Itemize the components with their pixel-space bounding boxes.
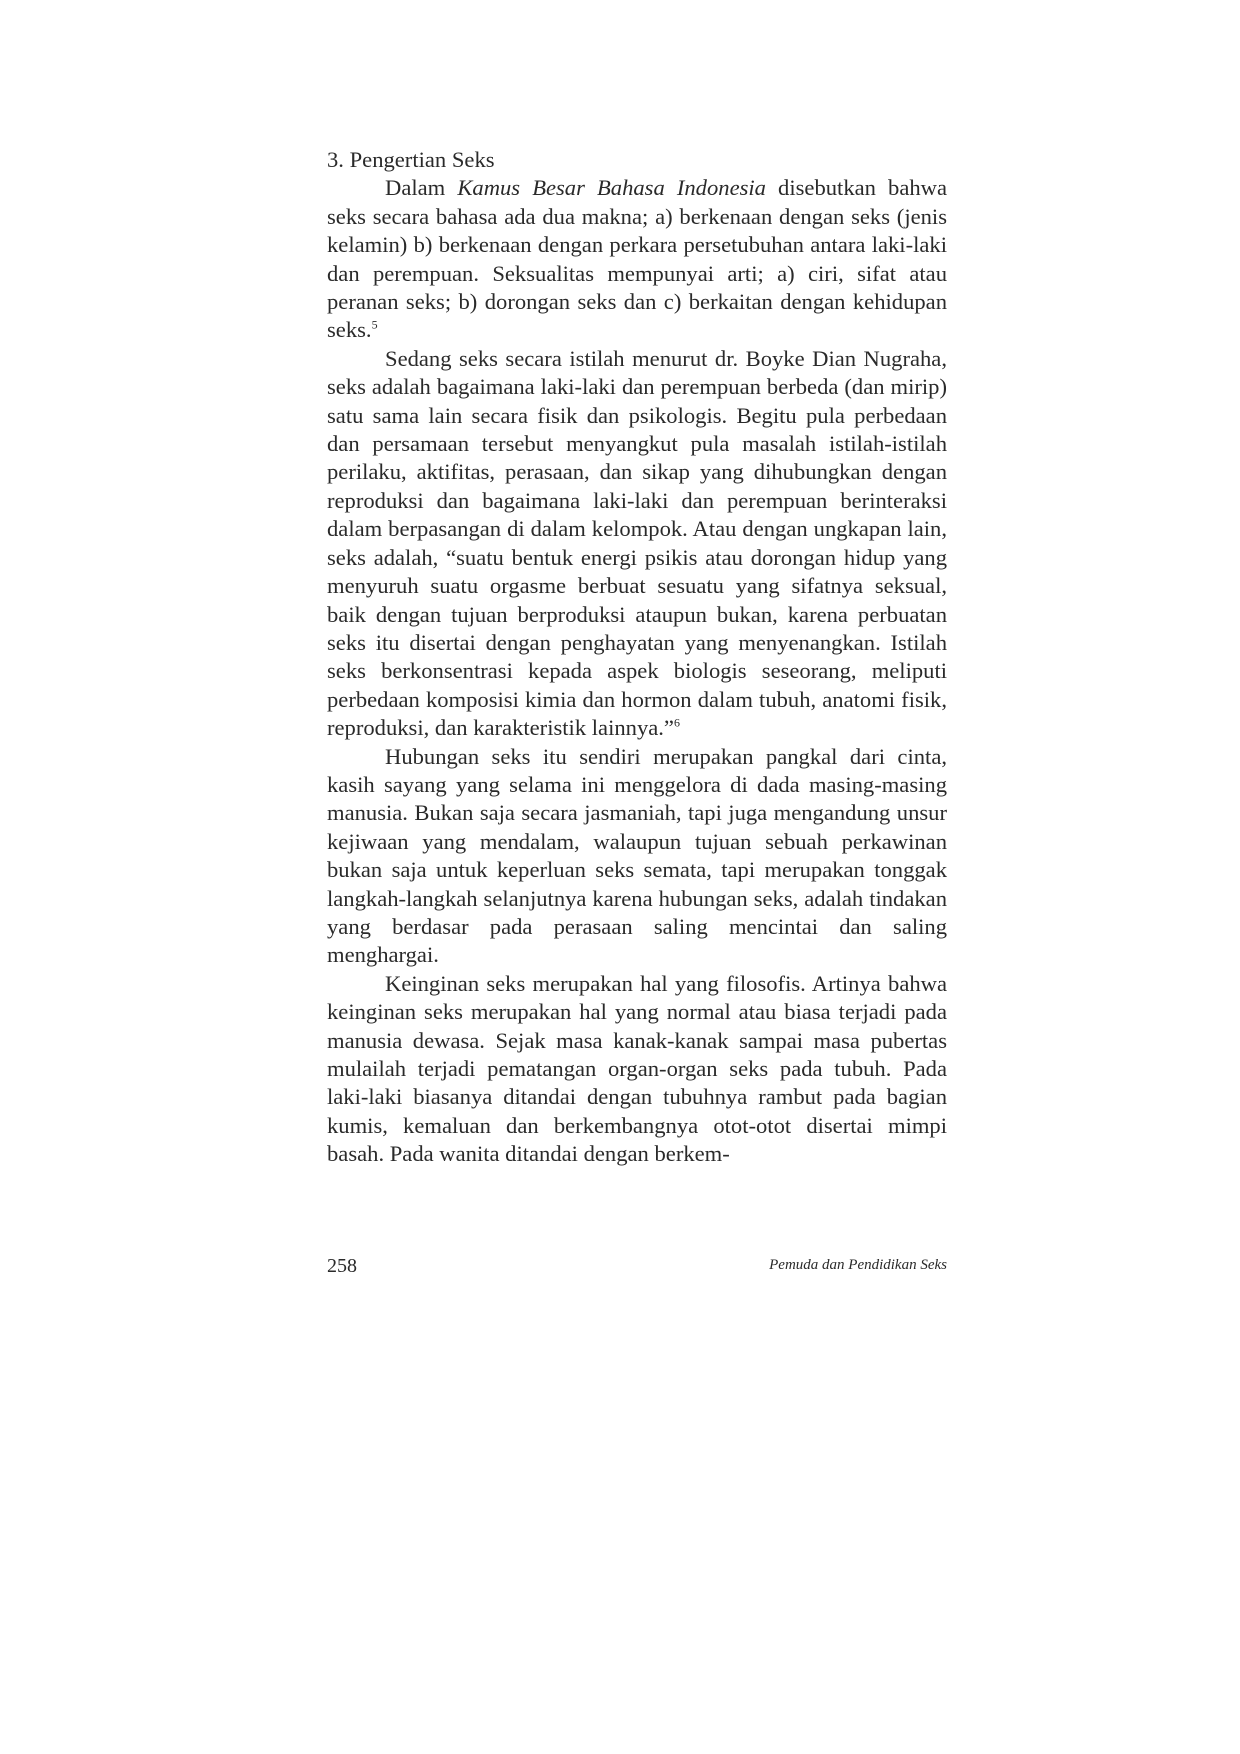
running-title: Pemuda dan Pendidikan Seks (769, 1257, 947, 1273)
body-text (327, 146, 947, 1169)
page-number: 258 (327, 1255, 357, 1277)
dictionary-title: Kamus Besar Bahasa Indonesia (457, 175, 766, 201)
paragraph-1-body: disebutkan bahwa seks secara bahasa ada dua makna; a) berkenaan dengan seks (jenis kelamin) b) berkenaan dengan perkara persetubuhan antara laki-laki dan perempuan. Seksualitas mempunyai arti; a) ciri, sifat atau peranan seks; b) dorongan seks dan c) berkaitan dengan kehidupan seks. (327, 175, 948, 343)
paragraph-2-body: Sedang seks secara istilah menurut dr. Boyke Dian Nugraha, seks adalah bagaimana laki-laki dan perempuan berbeda (dan mirip) satu sama lain secara fisik dan psikologis. Begitu pula perbedaan dan persamaan tersebut menyangkut pula masalah istilah-istilah perilaku, aktifitas, perasaan, dan sikap yang dihubungkan dengan reproduksi dan bagaimana laki-laki dan perempuan berinteraksi dalam berpasangan di dalam kelompok. Atau dengan ungkapan lain, seks adalah, “suatu bentuk energi psikis atau dorongan hidup yang menyuruh suatu orgasme berbuat sesuatu yang sifatnya seksual, baik dengan tujuan berproduksi ataupun bukan, karena perbuatan seks itu disertai dengan penghayatan yang menyenangkan. Istilah seks berkonsentrasi kepada aspek biologis seseorang, meliputi perbedaan komposisi kimia dan hormon dalam tubuh, anatomi fisik, reproduksi, dan karakteristik lainnya.” (327, 345, 947, 741)
paragraph-1-lead: Dalam (385, 175, 458, 201)
page-footer (327, 1255, 947, 1281)
paragraph-4: Keinginan seks merupakan hal yang filosofis. Artinya bahwa keinginan seks merupakan hal yang normal atau biasa terjadi pada manusia dewasa. Sejak masa kanak-kanak sampai masa pubertas mulailah terjadi pematangan organ-organ seks pada tubuh. Pada laki-laki biasanya ditandai dengan tubuhnya rambut pada bagian kumis, kemaluan dan berkembangnya otot-otot disertai mimpi basah. Pada wanita ditandai dengan berkem- (327, 970, 947, 1167)
footnote-ref-5: 5 (371, 317, 378, 332)
footnote-ref-6: 6 (673, 715, 680, 730)
paragraph-1 (327, 174, 947, 344)
section-heading: 3. Pengertian Seks (327, 147, 495, 172)
paragraph-2 (327, 345, 947, 743)
paragraph-3: Hubungan seks itu sendiri merupakan pangkal dari cinta, kasih sayang yang selama ini menggelora di dada masing-masing manusia. Bukan saja secara jasmaniah, tapi juga mengandung unsur kejiwaan yang mendalam, walaupun tujuan sebuah perkawinan bukan saja untuk keperluan seks semata, tapi merupakan tonggak langkah-langkah selanjutnya karena hubungan seks, adalah tindakan yang berdasar pada perasaan saling mencintai dan saling menghargai. (327, 743, 947, 968)
